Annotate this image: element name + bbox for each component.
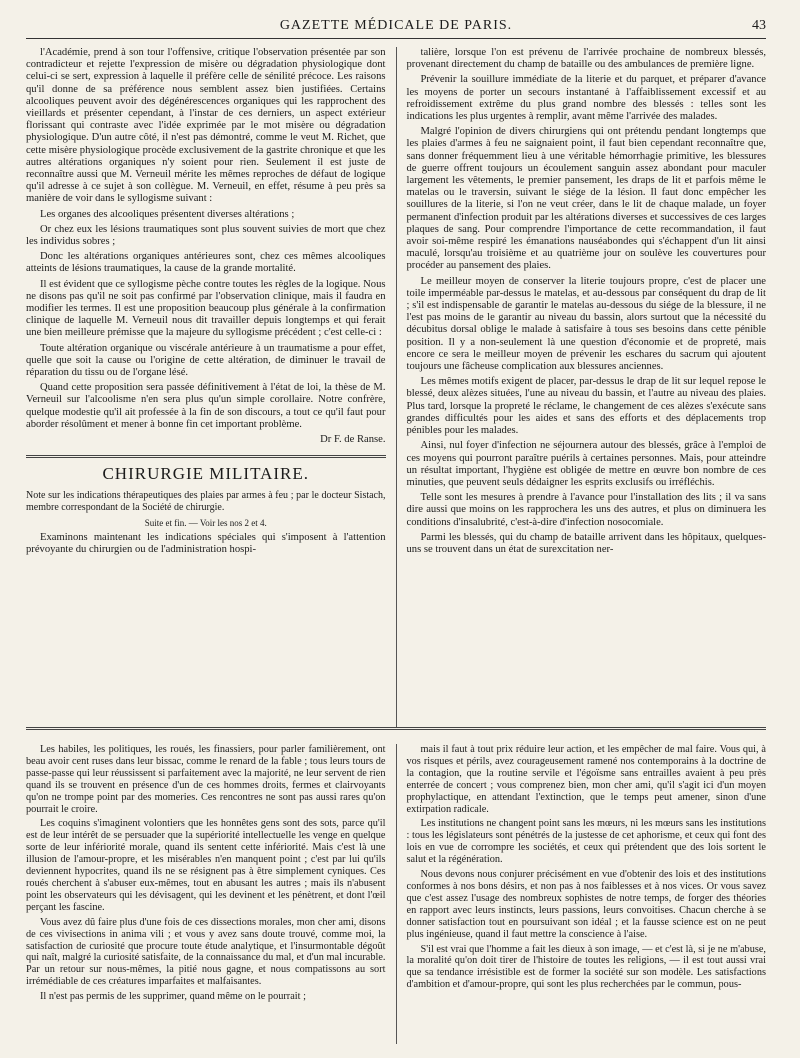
- paragraph: Toute altération organique ou viscérale antérieure à un traumatisme a pour effet, quelle que soit la cause ou l'origine de cette altération, de diminuer le travail de réparation du tissu ou de l'organe lésé.: [26, 342, 386, 379]
- paragraph: Examinons maintenant les indications spéciales qui s'imposent à l'attention prévoyante du chirurgien ou de l'administration hospi-: [26, 532, 386, 556]
- paragraph: Les institutions ne changent point sans les mœurs, ni les mœurs sans les institutions : tous les législateurs sont pénétrés de la justesse de cet aphorisme, et ceux qui font des lois en vue de corrompre les sociétés, et ceux qui prétendent que des lois sortent le salut et la régénération.: [406, 818, 766, 866]
- page-header: [26, 16, 766, 39]
- paragraph: Parmi les blessés, qui du champ de bataille arrivent dans les hôpitaux, quelques-uns se trouvent dans un état de surexcitation ner-: [406, 531, 766, 555]
- section-title: CHIRURGIE MILITAIRE.: [102, 464, 310, 484]
- paragraph: l'Académie, prend à son tour l'offensive, critique l'observation présentée par son contradicteur et rejette l'expression de misère ou dégradation physiologique dont celui-ci se sert, expression à laquelle il préfère celle de sénilité précoce. Les raisons qu'il donne de sa préférence nous semblent assez bien justifiées. Certains alcooliques peuvent avoir des dégénérescences organiques qui les rapprochent des vieillards et présenter cependant, à l'instar de ces derniers, un aspect extérieur florissant qui contraste avec l'idée exprimée par le mot misère ou dégradation physiologique. D'un autre côté, il n'est pas démontré, comme le veut M. Richet, que cette misère physiologique procède exclusivement de la gastrite chronique et que les autres altérations organiques n'y soient pour rien. Seulement il est juste de reconnaître aussi que M. Verneuil mérite les mêmes reproches de défaut de logique qu'il adresse à ce sujet à son collègue. M. Verneuil, en effet, résume à peu près sa manière de voir dans le syllogisme suivant :: [26, 47, 386, 205]
- lower-left-column: [26, 744, 397, 1044]
- paragraph: Ainsi, nul foyer d'infection ne séjournera autour des blessés, grâce à l'emploi de ces moyens qui pourront paraître puérils à certaines personnes. Mais, pour atteindre un résultat important, l'hygiène est obligée de mettre en œuvre bon nombre de ces minuties, que peuvent seuls dédaigner les esprits exclusifs ou irréfléchis.: [406, 440, 766, 488]
- section-divider: [26, 455, 386, 458]
- left-column: [26, 47, 397, 727]
- paragraph: Le meilleur moyen de conserver la literie toujours propre, c'est de placer une toile imperméable par-dessus le matelas, et au-dessous par conséquent du drap de lit ; s'il est indispensable de garantir le matelas au-dessous du siége de la blessure, il ne l'est pas moins de le garantir au niveau du bassin, alors surtout que la nécessité du décubitus dorsal oblige le malade à satisfaire à tous ses besoins dans cette pénible position. Il y a non-seulement là une question d'économie et de propreté, mais encore ce sera le meilleur moyen de prévenir les eschares du sacrum qui ajoutent toujours une fâcheuse complication aux blessures anciennes.: [406, 275, 766, 373]
- paragraph: Telle sont les mesures à prendre à l'avance pour l'installation des lits ; il va sans dire aussi que moins on les rapprochera les uns des autres, et plus on diminuera les conditions d'insalubrité, c'est-à-dire d'infection nosocomiale.: [406, 492, 766, 528]
- paragraph: Quand cette proposition sera passée définitivement à l'état de loi, la thèse de M. Verneuil sur l'alcoolisme n'en sera plus qu'un simple corollaire. Notre confrère, quelque modestie qu'il ait professée à la fin de son discours, a tout ce qu'il faut pour aborder résolûment et mener à bonne fin cet important problème.: [26, 382, 386, 430]
- paragraph: Il n'est pas permis de les supprimer, quand même on le pourrait ;: [40, 991, 306, 1003]
- paragraph: Donc les altérations organiques antérieures sont, chez ces mêmes alcooliques atteints de lésions traumatiques, la cause de la grande mortalité.: [26, 251, 386, 275]
- paragraph: Vous avez dû faire plus d'une fois de ces dissections morales, mon cher ami, disons de ces vivisections in anima vili ; et vous y avez sans doute trouvé, comme moi, la satisfaction de curiosité que procure toute étude analytique, et l'insurmontable dégoût qui naît, malgré la curiosité satisfaite, de la connaissance du mal, et d'un mal incurable. Par un retour sur nous-mêmes, la pitié nous gagne, et nous compatissons au sort irrémédiable de ces créatures imparfaites et malfaisantes.: [26, 916, 386, 988]
- author-signature: Dr F. de Ranse.: [320, 434, 386, 446]
- paragraph: Il est évident que ce syllogisme pèche contre toutes les règles de la logique. Nous ne disons pas qu'il ne soit pas confirmé par l'observation clinique, mais il faudra en modifier les termes. Il est une proposition beaucoup plus générale à la confirmation clinique de laquelle M. Verneuil nous dit travailler depuis longtemps et qui ferait une bien meilleure prémisse que la majeure du syllogisme précédent ; c'est celle-ci :: [26, 278, 386, 339]
- paragraph: Malgré l'opinion de divers chirurgiens qui ont prétendu pendant longtemps que les plaies d'armes à feu ne saignaient point, il faut bien cependant reconnaître que, sans donner fréquemment lieu à une véritable hémorrhagie primitive, les blessures de guerre offrent toujours un écoulement sanguin assez abondant pour maculer largement les vêtements, le premier pansement, les draps de lit et parfois même le matelas ou le traversin, suivant le siége de la lésion. Il faut donc empêcher les souillures de la literie, si l'on ne veut créer, dans le lit de chaque malade, un foyer permanent d'infection produit par les altérations diverses et successives de ces larges plaques de sang. Pour comprendre l'importance de cette recommandation, il faut avoir soi-même respiré les émanations nauséabondes qui s'échappent d'un lit ainsi maculé, lorsqu'au troisième et au quatrième jour on soulève les couvertures pour procéder au pansement des plaies.: [406, 126, 766, 272]
- paragraph: Or chez eux les lésions traumatiques sont plus souvent suivies de mort que chez les individus sobres ;: [26, 223, 386, 248]
- feuilleton-area: [26, 744, 766, 1044]
- paragraph: Les organes des alcooliques présentent diverses altérations ;: [40, 208, 295, 220]
- paragraph: Les habiles, les politiques, les roués, les finassiers, pour parler familièrement, ont beau avoir cent ruses dans leur bissac, comme le renard de la fable ; tous leurs tours de passe-passe qui leur réussissent si parfaitement avec la majorité, ne leur servent de rien quand ils se trouvent en présence d'un de ces hommes droits, fermes et clairvoyants qu'on ne trompe point par des momeries. Ces rencontres ne sont pas aussi rares qu'on pourrait le croire.: [26, 744, 386, 815]
- paragraph: Nous devons nous conjurer précisément en vue d'obtenir des lois et des institutions conformes à nos bons désirs, et non pas à nos faiblesses et à nos vices. Or vous savez que c'est assez l'usage des nombreux sophistes de notre temps, de forger des théories en rapport avec leurs instincts, leurs passions, leurs convoitises. Chacun cherche à se donner satisfaction tout en poursuivant son idéal ; et la fausse science est on ne peut plus ingénieuse, quand il faut mettre la conscience à l'aise.: [406, 869, 766, 940]
- paragraph: S'il est vrai que l'homme a fait les dieux à son image, — et c'est là, si je ne m'abuse, la moralité qu'on doit tirer de l'histoire de toutes les religions, — il est tout aussi vrai que sa tendance irrésistible est de former la société sur son modèle. Les satisfactions d'ambition et d'amour-propre, qui sont les plus recherchées par le commun, pous-: [406, 943, 766, 991]
- paragraph: Les coquins s'imaginent volontiers que les honnêtes gens sont des sots, parce qu'il est de leur intérêt de se persuader que la supériorité intellectuelle les venge en quelque sorte de leur infériorité morale, quand ils sentent cette infériorité. Mais c'est là une illusion de l'amour-propre, et les misérables n'en manquent point ; c'est par lui qu'ils deviennent hypocrites, quand ils ne se résignent pas à être simplement cyniques. Ces roués cherchent à s'abuser eux-mêmes, tout en abusant les autres ; mais ils n'abusent point les observateurs qui les dévisagent, qui les devinent et les pénètrent, et dont l'œil perçant les fascine.: [26, 818, 386, 913]
- paragraph: mais il faut à tout prix réduire leur action, et les empêcher de mal faire. Vous qui, à vos risques et périls, avez courageusement ramené nos contemporains à la doctrine de la contagion, que la routine servile et l'égoïsme sans entrailles avaient à peu près enterrée de concert ; vous comprenez bien, mon cher ami, qu'il s'agit ici d'un moyen prophylactique, en attendant l'extinction, que le temps peut amener, sinon d'une extirpation radicale.: [406, 744, 766, 815]
- page-number: 43: [752, 18, 766, 33]
- continuation-note: Suite et fin. — Voir les nos 2 et 4.: [144, 518, 267, 529]
- journal-title: GAZETTE MÉDICALE DE PARIS.: [279, 18, 513, 33]
- main-article-area: [26, 47, 766, 730]
- lower-right-column: [397, 744, 767, 1044]
- paragraph: Prévenir la souillure immédiate de la literie et du parquet, et préparer d'avance les moyens de porter un secours instantané à l'affaiblissement excessif et au refroidissement extrême du plus grand nombre des blessés : telles sont les indications les plus urgentes à remplir, avant même l'arrivée des malades.: [406, 74, 766, 123]
- article-note: Note sur les indications thérapeutiques des plaies par armes à feu ; par le docteur Sistach, membre correspondant de la Société de chirurgie.: [26, 490, 386, 514]
- paragraph: talière, lorsque l'on est prévenu de l'arrivée prochaine de nombreux blessés, provenant directement du champ de bataille ou des ambulances de première ligne.: [406, 47, 766, 71]
- right-column: [397, 47, 767, 727]
- paragraph: Les mêmes motifs exigent de placer, par-dessus le drap de lit sur lequel repose le blessé, deux alèzes situées, l'une au niveau du bassin, et l'autre au niveau des plaies. Plus tard, lorsque la propreté le réclame, le changement de ces alèzes s'exécute sans grandes difficultés pour les aides et sans des efforts et des déplacements trop pénibles pour les malades.: [406, 376, 766, 437]
